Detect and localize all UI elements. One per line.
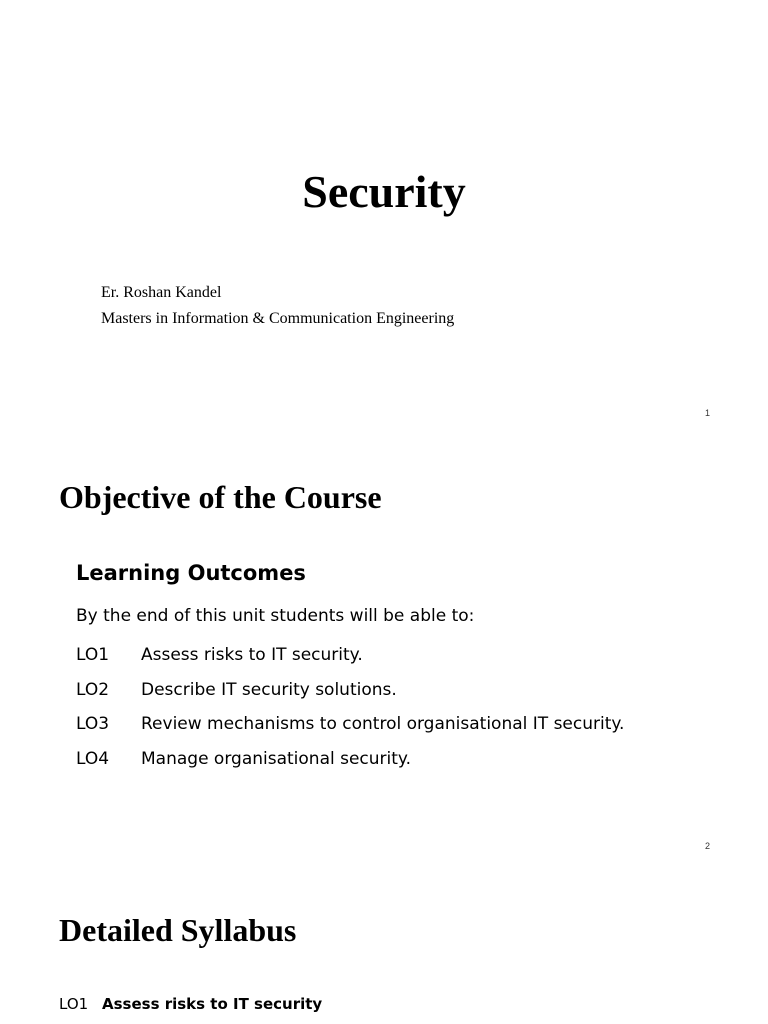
objective-heading: Objective of the Course xyxy=(59,479,382,515)
list-item xyxy=(76,638,716,673)
outcome-code: LO3 xyxy=(76,714,110,735)
list-item xyxy=(76,673,716,708)
learning-outcomes-intro: By the end of this unit students will be able to: xyxy=(76,606,475,626)
outcome-code: LO2 xyxy=(76,679,110,700)
syllabus-item-code: LO1 xyxy=(59,995,89,1013)
syllabus-item-title: Assess risks to IT security xyxy=(102,995,323,1013)
outcome-code: LO1 xyxy=(76,645,110,666)
outcome-text: Manage organisational security. xyxy=(141,748,411,769)
author-degree: Masters in Information & Communication Engineering xyxy=(101,310,455,327)
list-item xyxy=(76,707,716,742)
list-item xyxy=(76,742,716,777)
syllabus-item xyxy=(59,992,322,1016)
syllabus-heading: Detailed Syllabus xyxy=(59,912,297,948)
slide-title: Security xyxy=(302,166,466,217)
learning-outcomes-title: Learning Outcomes xyxy=(76,561,306,585)
outcome-code: LO4 xyxy=(76,748,110,769)
author-name: Er. Roshan Kandel xyxy=(101,284,222,301)
outcome-text: Assess risks to IT security. xyxy=(141,645,363,666)
page-number: 2 xyxy=(704,841,710,851)
outcome-text: Describe IT security solutions. xyxy=(141,679,397,700)
page-number: 1 xyxy=(704,408,710,418)
learning-outcomes-list xyxy=(76,638,716,776)
outcome-text: Review mechanisms to control organisational IT security. xyxy=(141,714,625,735)
